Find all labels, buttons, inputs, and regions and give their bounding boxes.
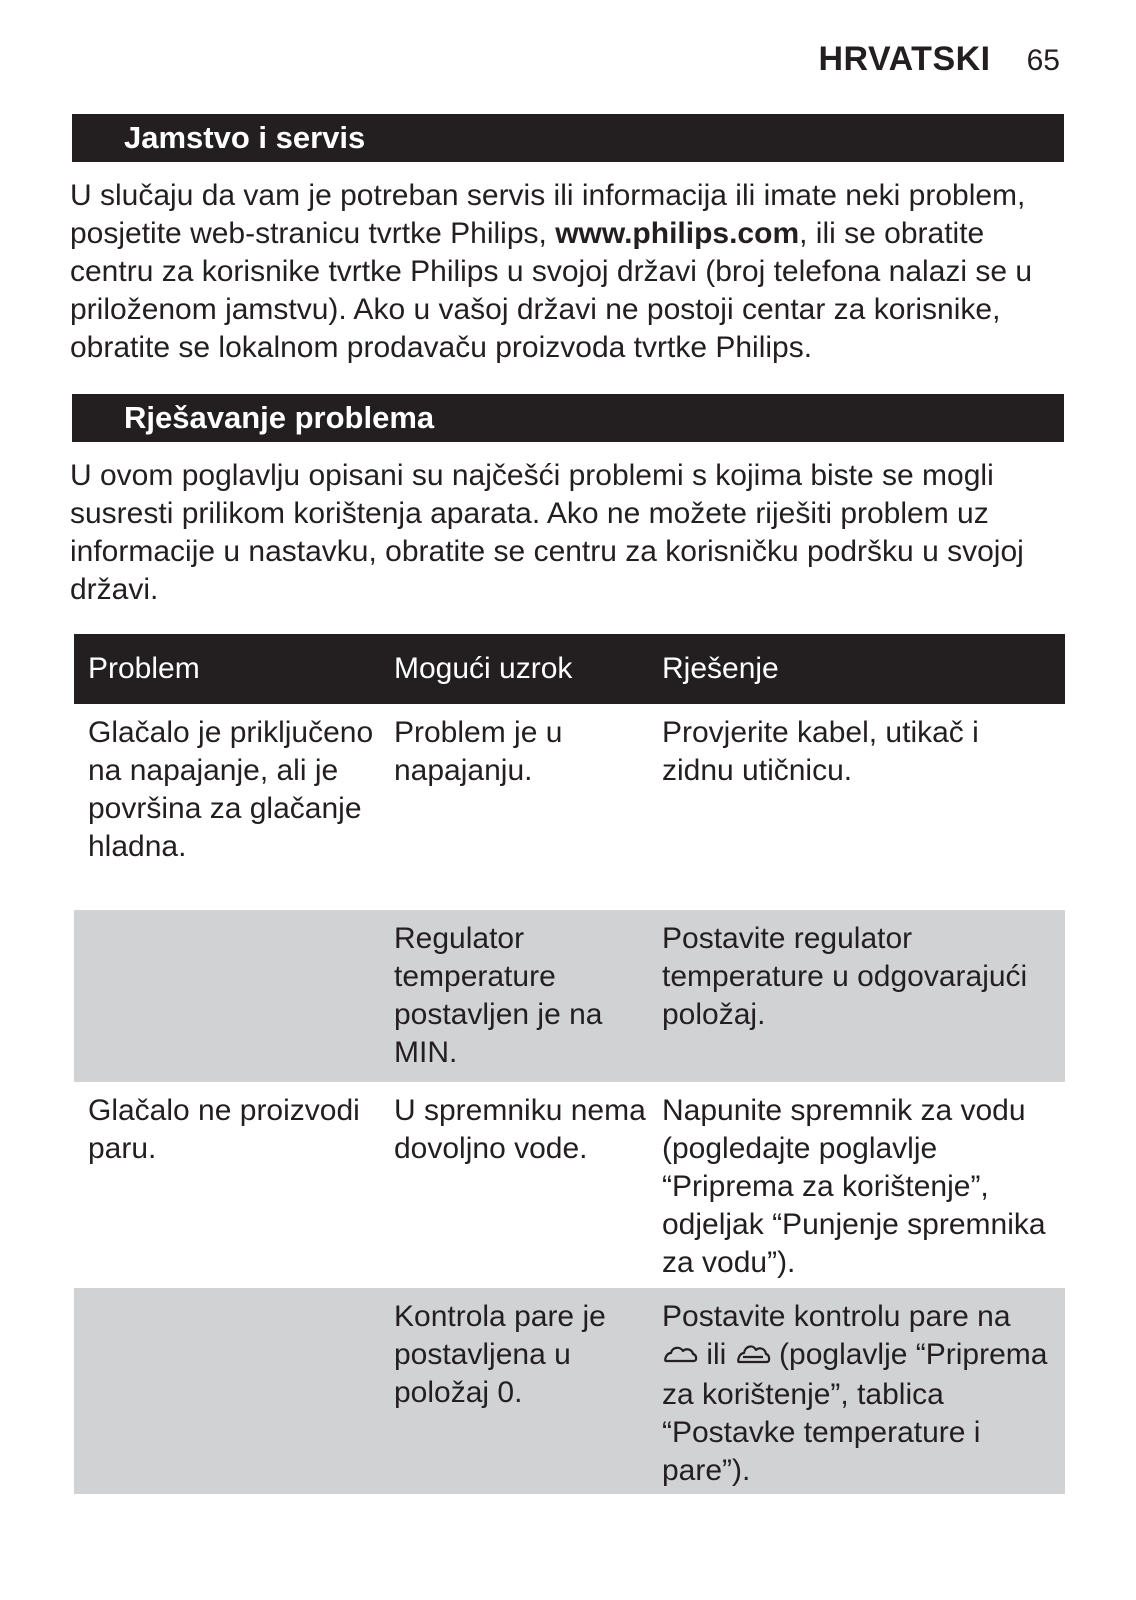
troubleshooting-paragraph: U ovom poglavlju opisani su najčešći problemi s kojima biste se mogli susresti prilikom korištenja aparata. Ako ne možete riješiti problem uz informacije u nastavku, obratite se centru za korisničku podršku u svojoj državi. (70, 459, 1024, 606)
solution-cell (648, 1288, 1065, 1494)
solution-or: ili (706, 1338, 727, 1371)
header-solution: Rješenje (662, 652, 779, 685)
section-title-troubleshooting: Rješavanje problema (72, 394, 1064, 442)
table-row (74, 1082, 1065, 1288)
steam-low-icon (662, 1338, 698, 1376)
solution-cell: Napunite spremnik za vodu (pogledajte poglavlje “Priprema za korištenje”, odjeljak “Punjenje spremnika za vodu”). (662, 1094, 1046, 1279)
steam-high-icon (735, 1338, 771, 1376)
header-problem: Problem (88, 652, 200, 685)
table-row (74, 704, 1065, 910)
cause-cell: Regulator temperature postavljen je na MIN. (394, 922, 603, 1069)
problem-cell (74, 910, 380, 1082)
problem-cell: Glačalo je priključeno na napajanje, ali je površina za glačanje hladna. (88, 716, 374, 863)
header-cause: Mogući uzrok (394, 652, 573, 685)
cause-cell: Problem je u napajanju. (394, 716, 563, 787)
problem-cell: Glačalo ne proizvodi paru. (88, 1094, 360, 1165)
problem-cell (74, 1288, 380, 1494)
philips-website-link[interactable]: www.philips.com (555, 217, 800, 250)
warranty-text-1: U slučaju da vam je potreban servis ili informacija ili imate neki problem, posjetite web-stranicu tvrtke Philips, (70, 179, 1026, 250)
solution-text-1: Postavite kontrolu pare na (662, 1300, 1011, 1333)
table-row (74, 1288, 1065, 1494)
warranty-text-2: , ili se obratite centru za korisnike tvrtke Philips u svojoj državi (broj telefona nalazi se u priloženom jamstvu). Ako u vašoj državi ne postoji centar za korisnike, obratite se lokalnom prodavaču proizvoda tvrtke Philips. (70, 217, 1033, 364)
solution-cell: Provjerite kabel, utikač i zidnu utičnicu. (662, 716, 979, 787)
solution-text-2: (poglavlje “Priprema za korištenje”, tablica “Postavke temperature i pare”). (662, 1338, 1048, 1487)
troubleshooting-table (74, 634, 1065, 1494)
section-title-warranty: Jamstvo i servis (72, 114, 1064, 162)
cause-cell: Kontrola pare je postavljena u položaj 0. (394, 1300, 606, 1409)
solution-cell: Postavite regulator temperature u odgovarajući položaj. (662, 922, 1028, 1031)
table-header-row (74, 634, 1065, 704)
cause-cell: U spremniku nema dovoljno vode. (394, 1094, 646, 1165)
table-row (74, 910, 1065, 1082)
page-header (819, 40, 1061, 79)
page-number: 65 (1026, 44, 1060, 77)
language-label: HRVATSKI (818, 40, 991, 78)
warranty-paragraph (70, 177, 1060, 367)
